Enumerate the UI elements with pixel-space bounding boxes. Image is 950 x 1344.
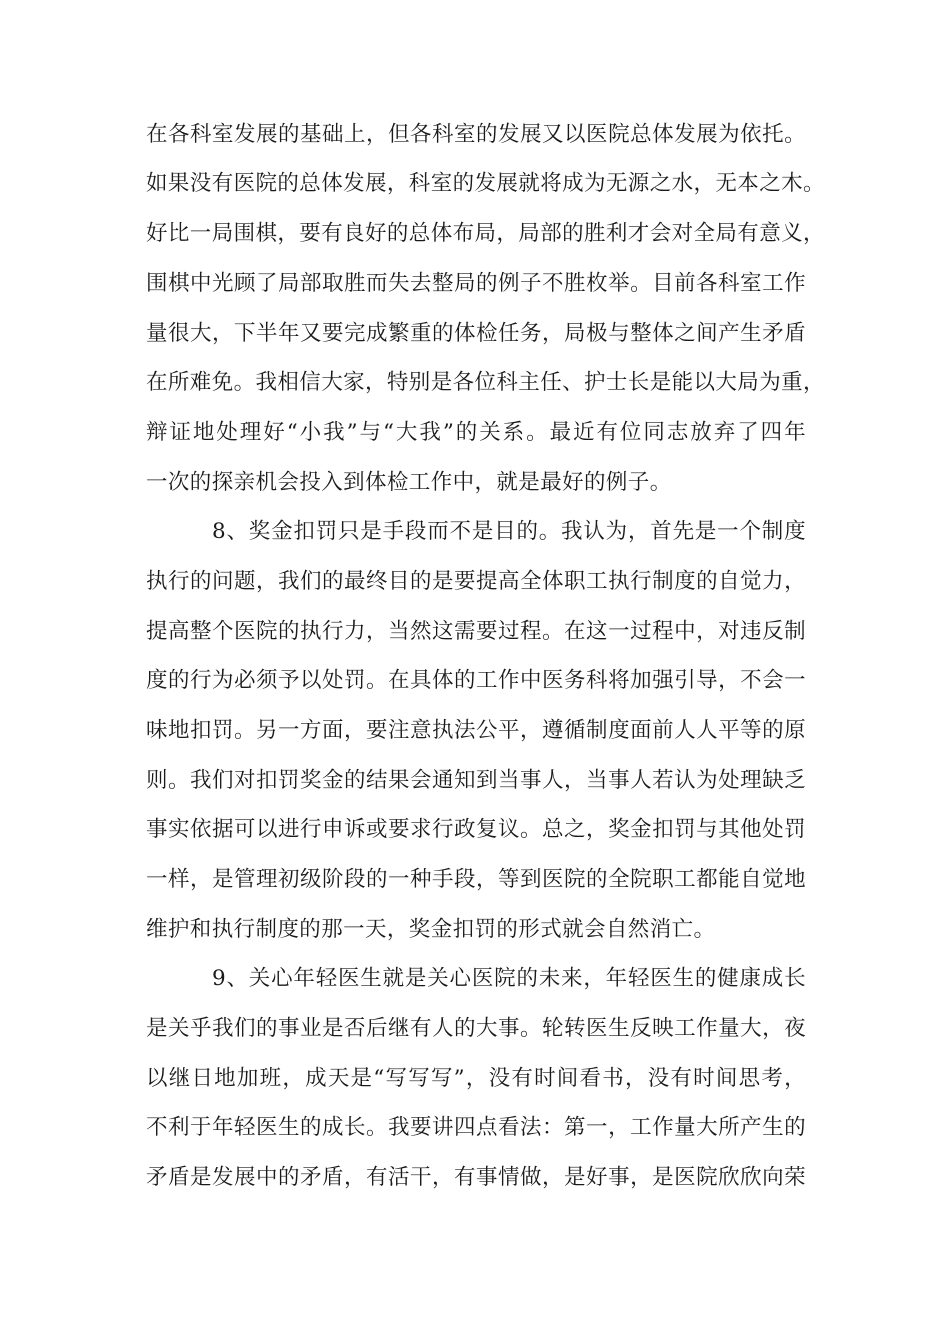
text-line-10: 执行的问题，我们的最终目的是要提高全体职工执行制度的自觉力， — [146, 569, 806, 594]
paragraph-9-first-line: 9、关心年轻医生就是关心医院的未来，年轻医生的健康成长 — [212, 966, 806, 991]
text-line-19: 是关乎我们的事业是否后继有人的大事。轮转医生反映工作量大，夜 — [146, 1016, 806, 1041]
text-line-1: 在各科室发展的基础上，但各科室的发展又以医院总体发展为依托。 — [146, 122, 806, 147]
text-line-12: 度的行为必须予以处罚。在具体的工作中医务科将加强引导，不会一 — [146, 668, 806, 693]
text-line-4: 围棋中光顾了局部取胜而失去整局的例子不胜枚举。目前各科室工作 — [146, 271, 806, 296]
text-line-21: 不利于年轻医生的成长。我要讲四点看法：第一，工作量大所产生的 — [146, 1115, 806, 1140]
text-line-14: 则。我们对扣罚奖金的结果会通知到当事人，当事人若认为处理缺乏 — [146, 768, 806, 793]
text-line-3: 好比一局围棋，要有良好的总体布局，局部的胜利才会对全局有意义， — [146, 221, 825, 246]
text-line-8: 一次的探亲机会投入到体检工作中，就是最好的例子。 — [146, 470, 672, 495]
text-line-11: 提高整个医院的执行力，当然这需要过程。在这一过程中，对违反制 — [146, 619, 806, 644]
text-line-20: 以继日地加班，成天是“写写写”，没有时间看书，没有时间思考， — [146, 1066, 806, 1091]
text-line-5: 量很大，下半年又要完成繁重的体检任务，局极与整体之间产生矛盾 — [146, 321, 806, 346]
paragraph-8-first-line: 8、奖金扣罚只是手段而不是目的。我认为，首先是一个制度 — [212, 519, 806, 544]
text-line-16: 一样，是管理初级阶段的一种手段，等到医院的全院职工都能自觉地 — [146, 867, 806, 892]
text-line-22: 矛盾是发展中的矛盾，有活干，有事情做，是好事，是医院欣欣向荣 — [146, 1165, 806, 1190]
text-line-2: 如果没有医院的总体发展，科室的发展就将成为无源之水，无本之木。 — [146, 171, 825, 196]
text-line-13: 味地扣罚。另一方面，要注意执法公平，遵循制度面前人人平等的原 — [146, 718, 806, 743]
text-line-7: 辩证地处理好“小我”与“大我”的关系。最近有位同志放弃了四年 — [146, 420, 806, 445]
text-line-15: 事实依据可以进行申诉或要求行政复议。总之，奖金扣罚与其他处罚 — [146, 817, 806, 842]
text-line-17: 维护和执行制度的那一天，奖金扣罚的形式就会自然消亡。 — [146, 917, 716, 942]
text-line-6: 在所难免。我相信大家，特别是各位科主任、护士长是能以大局为重， — [146, 370, 825, 395]
